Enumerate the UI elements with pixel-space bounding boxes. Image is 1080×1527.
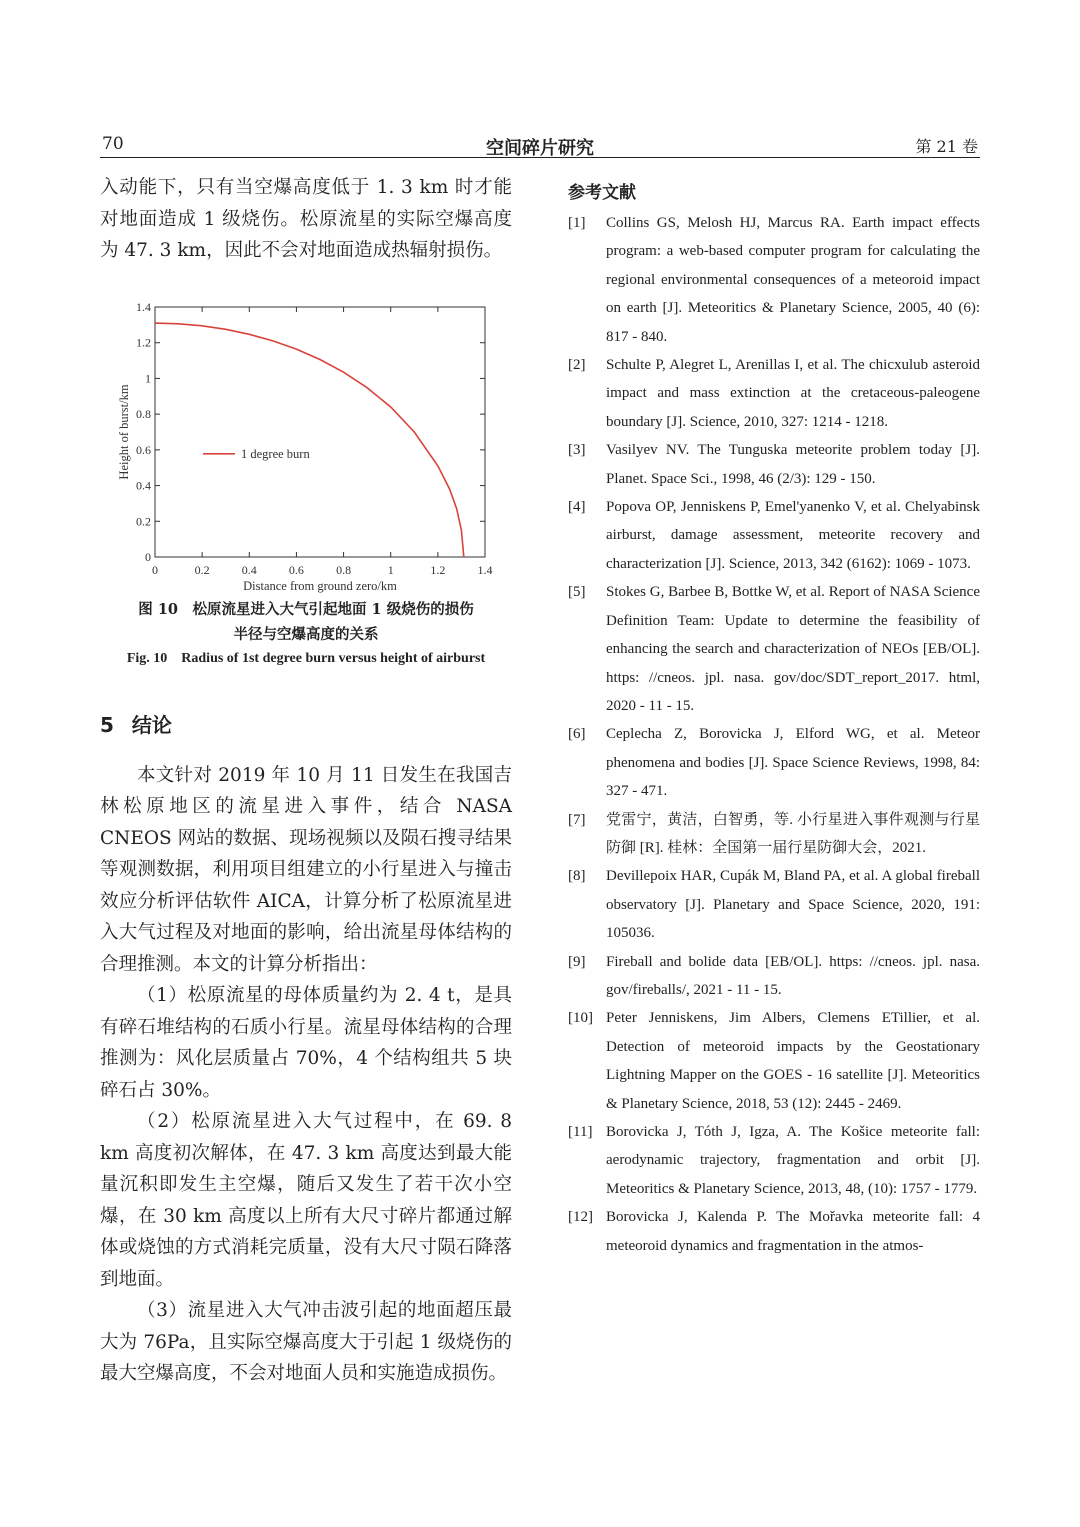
conclusion-paragraph: 本文针对 2019 年 10 月 11 日发生在我国吉林松原地区的流星进入事件，结合 NASA CNEOS 网站的数据、现场视频以及陨石搜寻结果等观测数据，利用项目组建立的小行星进入与撞击效应分析评估软件 AICA，计算分析了松原流星进入大气过程及对地面的影响，给出流星母体结构的合理推测。本文的计算分析指出： (100, 764, 512, 975)
reference-item (568, 578, 980, 720)
x-axis-label: Distance from ground zero/km (243, 578, 397, 593)
reference-item (568, 1004, 980, 1118)
reference-index: [1] (568, 215, 586, 231)
reference-item (568, 1203, 980, 1260)
reference-index: [2] (568, 357, 586, 374)
reference-index: [9] (568, 953, 586, 970)
legend-label: 1 degree burn (241, 446, 310, 461)
header-rule (100, 157, 980, 158)
reference-item (568, 351, 980, 436)
reference-text: Ceplecha Z, Borovicka J, Elford WG, et al. Meteor phenomena and bodies [J]. Space Science Reviews, 1998, 84: 327 - 471. (606, 726, 980, 800)
journal-title: 空间碎片研究 (486, 138, 594, 159)
reference-text: Fireball and bolide data [EB/OL]. https: //cneos. jpl. nasa. gov/fireballs/, 2021 - 11 - 15. (606, 953, 980, 998)
reference-index: [5] (568, 584, 586, 601)
burn-radius-chart (100, 295, 512, 595)
reference-text: Popova OP, Jenniskens P, Emel'yanenko V, et al. Chelyabinsk airburst, damage assessment, meteorite recovery and characterization [J]. Science, 2013, 342 (6162): 1069 - 1073. (606, 499, 980, 572)
reference-item (568, 1118, 980, 1203)
y-tick-label: 1.4 (136, 299, 151, 314)
reference-index: [12] (568, 1209, 593, 1226)
reference-text: 党雷宁，黄洁，白智勇，等. 小行星进入事件观测与行星防御 [R]. 桂林：全国第一届行星防御大会，2021. (606, 811, 980, 856)
figure-caption-en: Fig. 10 Radius of 1st degree burn versus height of airburst (126, 650, 486, 666)
y-tick-label: 1.2 (136, 335, 151, 350)
reference-item (568, 493, 980, 578)
reference-index: [10] (568, 1010, 593, 1027)
figure-caption-cn-line1: 图 10 松原流星进入大气引起地面 1 级烧伤的损伤 (138, 600, 474, 618)
y-axis-label: Height of burst/km (117, 383, 131, 480)
x-tick-label: 0.4 (241, 562, 257, 577)
section-title: 结论 (131, 712, 172, 737)
reference-item (568, 862, 980, 947)
figure-10 (100, 295, 512, 595)
reference-text: Borovicka J, Kalenda P. The Mořavka meteorite fall: 4 meteoroid dynamics and fragmentation in the atmos- (606, 1209, 980, 1254)
reference-index: [7] (568, 811, 586, 828)
conclusion-point-2: （2）松原流星进入大气过程中，在 69. 8 km 高度初次解体，在 47. 3 km 高度达到最大能量沉积即发生主空爆，随后又发生了若干次小空爆，在 30 km 高度以上所有大尺寸碎片都通过解体或烧蚀的方式消耗完质量，没有大尺寸陨石降落到地面。 (100, 1111, 512, 1290)
left-column (100, 172, 512, 1390)
x-tick-label: 0.2 (194, 562, 210, 577)
x-tick-label: 0 (152, 562, 158, 577)
x-tick-label: 1.4 (477, 562, 493, 577)
figure-caption-cn-line2: 半径与空爆高度的关系 (233, 625, 379, 643)
page-header (100, 128, 980, 158)
plot-frame (155, 307, 485, 557)
y-tick-label: 0.2 (136, 513, 151, 528)
reference-item (568, 720, 980, 805)
reference-index: [8] (568, 868, 586, 885)
y-tick-label: 1 (145, 370, 151, 385)
y-tick-label: 0.8 (136, 406, 151, 421)
intro-paragraph: 入动能下，只有当空爆高度低于 1. 3 km 时才能对地面造成 1 级烧伤。松原流星的实际空爆高度为 47. 3 km，因此不会对地面造成热辐射损伤。 (100, 177, 512, 261)
reference-item (568, 436, 980, 493)
y-tick-label: 0.4 (136, 478, 151, 493)
page-number: 70 (102, 134, 124, 154)
conclusion-point-3: （3）流星进入大气冲击波引起的地面超压最大为 76Pa，且实际空爆高度大于引起 1 级烧伤的最大空爆高度，不会对地面人员和实施造成损伤。 (100, 1300, 512, 1384)
references-title: 参考文献 (568, 183, 636, 203)
x-tick-label: 0.6 (288, 562, 304, 577)
reference-item (568, 948, 980, 1005)
reference-text: Stokes G, Barbee B, Bottke W, et al. Report of NASA Science Definition Team: Update to determine the feasibility of enhancing the search and characterization of NEOs [EB/OL]. https: //cneos. jpl. nasa. gov/doc/SDT_report_2017. html, 2020 - 11 - 15. (606, 584, 980, 714)
reference-text: Schulte P, Alegret L, Arenillas I, et al. The chicxulub asteroid impact and mass extinction at the cretaceous-paleogene boundary [J]. Science, 2010, 327: 1214 - 1218. (606, 357, 980, 430)
x-tick-label: 0.8 (336, 562, 352, 577)
reference-text: Devillepoix HAR, Cupák M, Bland PA, et al. A global fireball observatory [J]. Planetary and Space Science, 2020, 191: 105036. (606, 868, 980, 942)
volume-label: 第 21 卷 (915, 137, 978, 156)
y-tick-label: 0 (145, 549, 151, 564)
reference-index: [6] (568, 726, 586, 743)
conclusion-point-1: （1）松原流星的母体质量约为 2. 4 t，是具有碎石堆结构的石质小行星。流星母体结构的合理推测为：风化层质量占 70%，4 个结构组共 5 块碎石占 30%。 (100, 985, 512, 1101)
right-column (568, 172, 980, 1260)
reference-text: Peter Jenniskens, Jim Albers, Clemens ETillier, et al. Detection of meteoroid impacts by the Geostationary Lightning Mapper on the GOES - 16 satellite [J]. Meteoritics & Planetary Science, 2018, 53 (12): 2445 - 2469. (606, 1010, 980, 1112)
reference-index: [3] (568, 442, 586, 459)
reference-item (568, 209, 980, 351)
reference-item (568, 806, 980, 863)
x-tick-label: 1 (387, 562, 394, 577)
reference-text: Collins GS, Melosh HJ, Marcus RA. Earth impact effects program: a web-based computer program for calculating the regional environmental consequences of a meteoroid impact on earth [J]. Meteoritics & Planetary Science, 2005, 40 (6): 817 - 840. (606, 215, 980, 345)
reference-index: [4] (568, 499, 586, 516)
reference-text: Borovicka J, Tóth J, Igza, A. The Košice meteorite fall: aerodynamic trajectory, fragmentation and orbit [J]. Meteoritics & Planetary Science, 2013, 48, (10): 1757 - 1779. (606, 1124, 980, 1197)
burn-curve (155, 323, 464, 557)
x-tick-label: 1.2 (430, 562, 446, 577)
reference-text: Vasilyev NV. The Tunguska meteorite problem today [J]. Planet. Space Sci., 1998, 46 (2/3): 129 - 150. (606, 442, 980, 487)
reference-index: [11] (568, 1124, 593, 1140)
y-tick-label: 0.6 (136, 442, 151, 457)
reference-list (568, 209, 980, 1260)
section-heading (100, 709, 512, 738)
section-number: 5 (100, 712, 114, 737)
figure-caption-cn (100, 597, 512, 647)
